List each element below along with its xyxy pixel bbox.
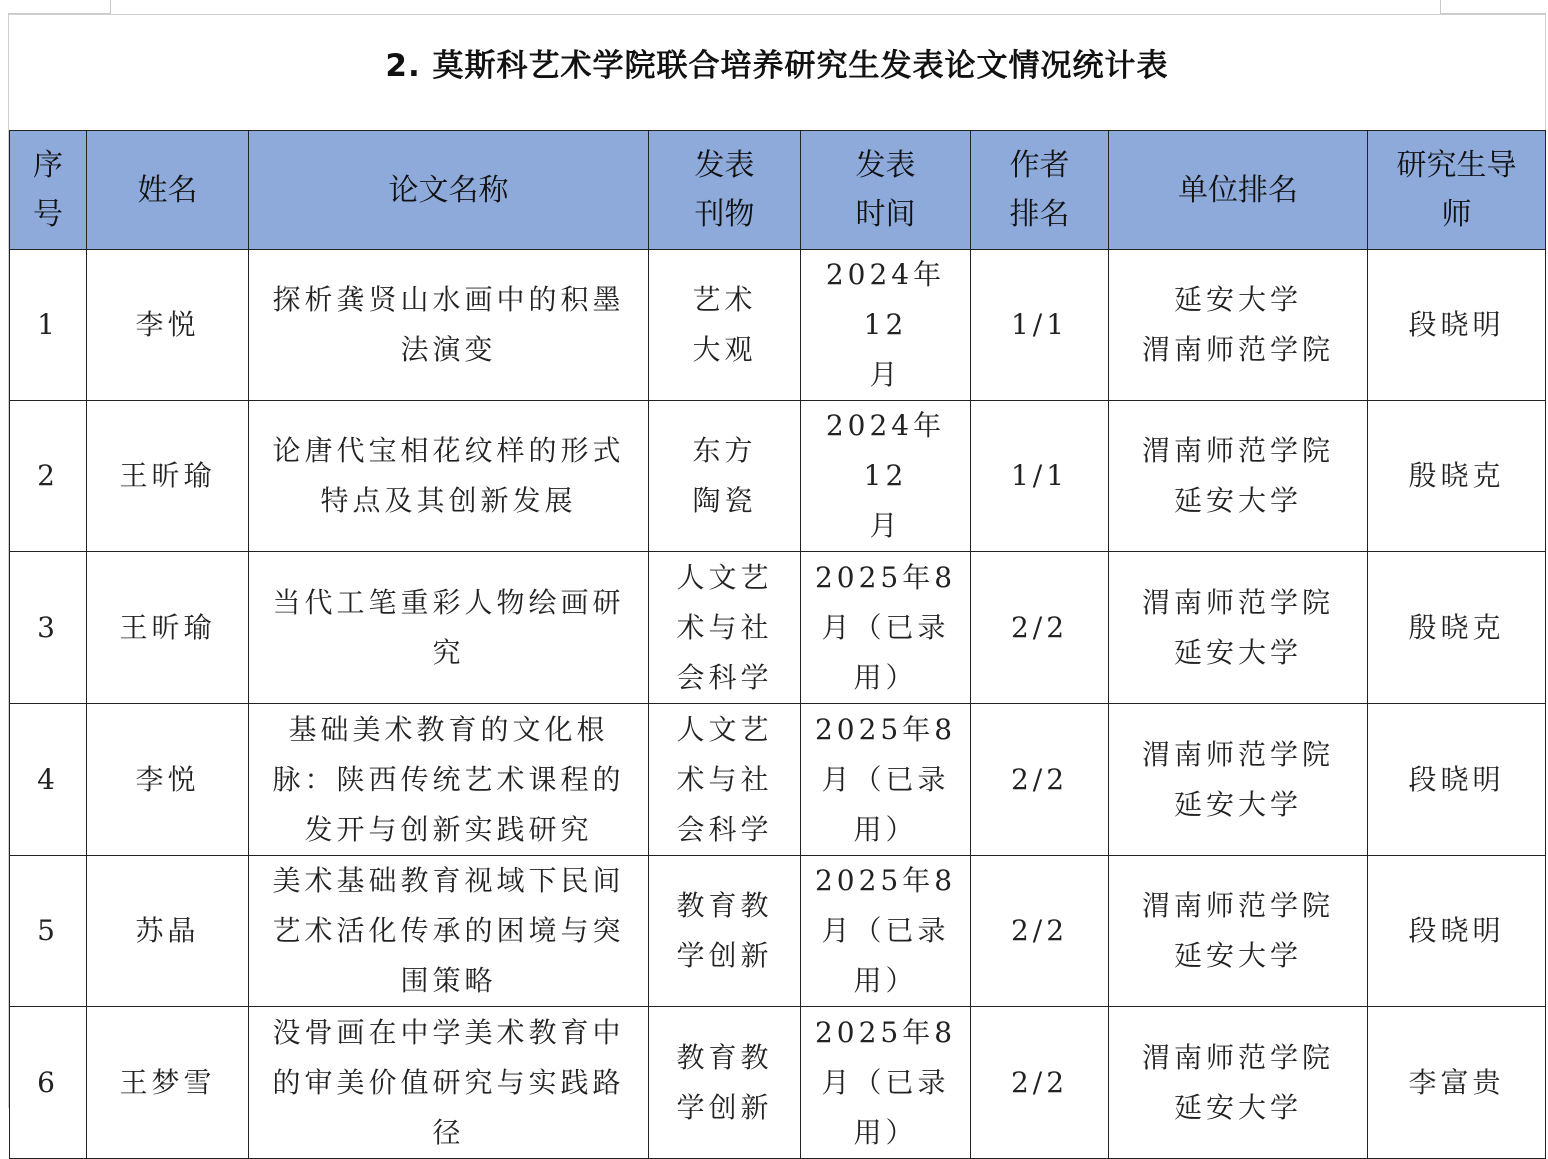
cell-journal: 艺术 大观 — [649, 250, 801, 401]
cell-date: 2024年12 月 — [801, 250, 971, 401]
header-unit-rank: 单位排名 — [1109, 131, 1368, 250]
cell-paper: 美术基础教育视域下民间 艺术活化传承的困境与突 围策略 — [249, 856, 649, 1007]
cell-units: 渭南师范学院 延安大学 — [1109, 401, 1368, 552]
page-corner-mark-right — [1440, 0, 1441, 14]
cell-author-rank: 2/2 — [971, 704, 1109, 856]
cell-advisor: 段晓明 — [1368, 250, 1546, 401]
cell-index: 5 — [10, 856, 87, 1007]
table-row — [10, 250, 1546, 401]
cell-date: 2025年8 月（已录 用） — [801, 704, 971, 856]
cell-date: 2025年8 月（已录 用） — [801, 856, 971, 1007]
cell-advisor: 殷晓克 — [1368, 401, 1546, 552]
table-row — [10, 552, 1546, 704]
cell-journal: 教育教 学创新 — [649, 1007, 801, 1159]
cell-journal: 教育教 学创新 — [649, 856, 801, 1007]
cell-advisor: 段晓明 — [1368, 856, 1546, 1007]
cell-index: 4 — [10, 704, 87, 856]
cell-units: 延安大学 渭南师范学院 — [1109, 250, 1368, 401]
cell-name: 李悦 — [87, 250, 249, 401]
paper-stats-table — [9, 130, 1546, 1159]
cell-advisor: 殷晓克 — [1368, 552, 1546, 704]
cell-date: 2025年8 月（已录 用） — [801, 1007, 971, 1159]
cell-author-rank: 2/2 — [971, 552, 1109, 704]
cell-date: 2024年12 月 — [801, 401, 971, 552]
cell-author-rank: 1/1 — [971, 250, 1109, 401]
cell-units: 渭南师范学院 延安大学 — [1109, 552, 1368, 704]
cell-advisor: 李富贵 — [1368, 1007, 1546, 1159]
cell-name: 王昕瑜 — [87, 401, 249, 552]
table-row — [10, 856, 1546, 1007]
cell-paper: 当代工笔重彩人物绘画研 究 — [249, 552, 649, 704]
cell-paper: 没骨画在中学美术教育中 的审美价值研究与实践路 径 — [249, 1007, 649, 1159]
cell-units: 渭南师范学院 延安大学 — [1109, 1007, 1368, 1159]
cell-index: 2 — [10, 401, 87, 552]
header-row — [10, 131, 1546, 250]
header-index: 序 号 — [10, 131, 87, 250]
cell-units: 渭南师范学院 延安大学 — [1109, 856, 1368, 1007]
header-advisor: 研究生导 师 — [1368, 131, 1546, 250]
cell-paper: 基础美术教育的文化根 脉：陕西传统艺术课程的 发开与创新实践研究 — [249, 704, 649, 856]
table-title: 2. 莫斯科艺术学院联合培养研究生发表论文情况统计表 — [385, 48, 1169, 84]
header-paper: 论文名称 — [249, 131, 649, 250]
header-journal: 发表 刊物 — [649, 131, 801, 250]
cell-journal: 人文艺 术与社 会科学 — [649, 704, 801, 856]
cell-paper: 探析龚贤山水画中的积墨 法演变 — [249, 250, 649, 401]
table-row — [10, 704, 1546, 856]
cell-name: 王昕瑜 — [87, 552, 249, 704]
table-row — [10, 401, 1546, 552]
cell-journal: 东方 陶瓷 — [649, 401, 801, 552]
cell-name: 王梦雪 — [87, 1007, 249, 1159]
table-row — [10, 1007, 1546, 1159]
cell-name: 苏晶 — [87, 856, 249, 1007]
cell-date: 2025年8 月（已录 用） — [801, 552, 971, 704]
cell-journal: 人文艺 术与社 会科学 — [649, 552, 801, 704]
cell-name: 李悦 — [87, 704, 249, 856]
page-corner-mark-left — [110, 0, 111, 14]
cell-advisor: 段晓明 — [1368, 704, 1546, 856]
cell-index: 1 — [10, 250, 87, 401]
header-author-rank: 作者 排名 — [971, 131, 1109, 250]
cell-author-rank: 2/2 — [971, 856, 1109, 1007]
cell-units: 渭南师范学院 延安大学 — [1109, 704, 1368, 856]
cell-paper: 论唐代宝相花纹样的形式 特点及其创新发展 — [249, 401, 649, 552]
cell-author-rank: 2/2 — [971, 1007, 1109, 1159]
cell-index: 6 — [10, 1007, 87, 1159]
cell-author-rank: 1/1 — [971, 401, 1109, 552]
header-date: 发表 时间 — [801, 131, 971, 250]
cell-index: 3 — [10, 552, 87, 704]
header-name: 姓名 — [87, 131, 249, 250]
